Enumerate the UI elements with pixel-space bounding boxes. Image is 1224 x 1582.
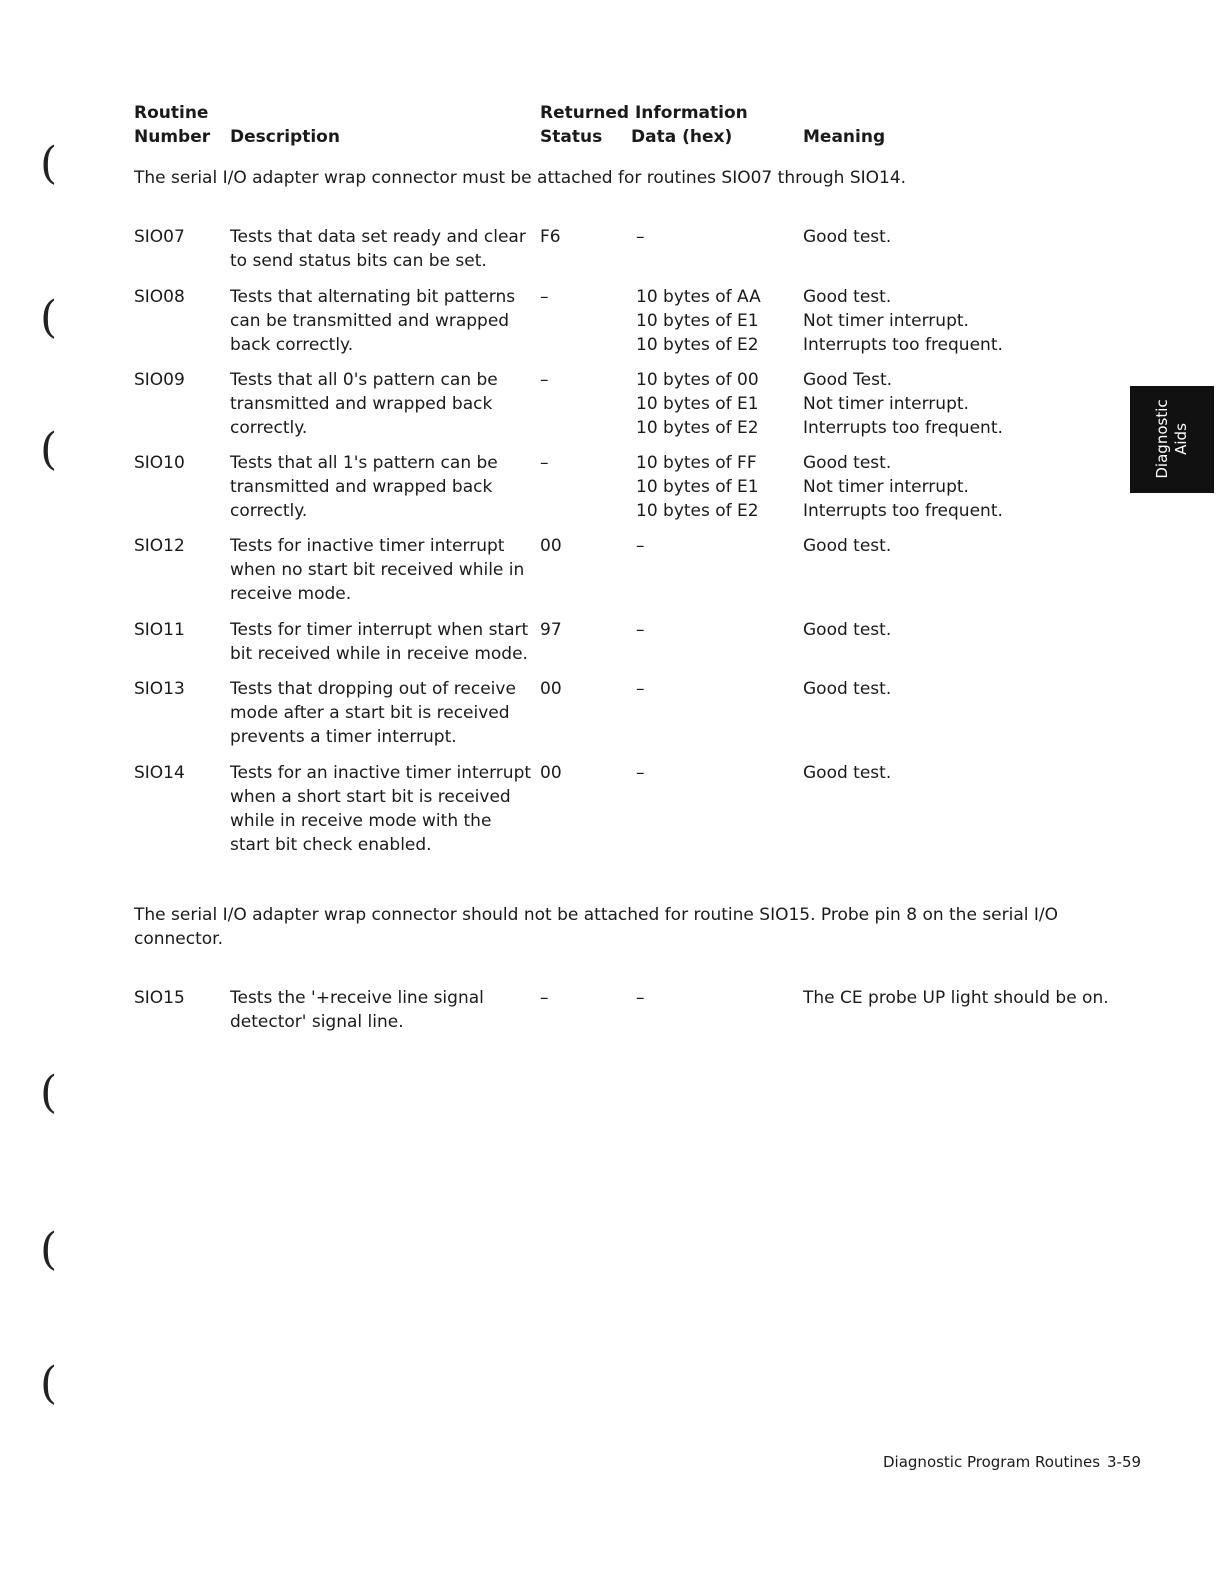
routine-number: SIO13 [134,679,185,699]
header-meaning: Meaning [803,127,886,147]
routine-data: 10 bytes of 00 10 bytes of E1 10 bytes of E2 [636,370,759,438]
routine-meaning: Good test. [803,536,892,556]
margin-mark: ( [40,292,58,343]
header-data-hex: Data (hex) [631,127,733,147]
routine-description: Tests that alternating bit patterns can be transmitted and wrapped back correctly. [230,287,516,355]
margin-mark: ( [40,1358,58,1409]
tab-label: Diagnostic Aids [1153,399,1190,479]
routine-meaning: Good test. [803,620,892,640]
routine-description: Tests that all 1's pattern can be transmitted and wrapped back correctly. [230,453,498,521]
routine-data: – [636,536,645,556]
routine-meaning: Good test. [803,679,892,699]
routine-status: – [540,988,549,1008]
routine-number: SIO10 [134,453,185,473]
routine-status: 97 [540,620,562,640]
routine-description: Tests the '+receive line signal detector' signal line. [230,988,484,1032]
margin-mark: ( [40,1224,58,1275]
routine-number: SIO15 [134,988,185,1008]
routine-data: 10 bytes of FF 10 bytes of E1 10 bytes of E2 [636,453,759,521]
routine-description: Tests that all 0's pattern can be transmitted and wrapped back correctly. [230,370,498,438]
routine-data: – [636,227,645,247]
routine-meaning: Good test. [803,763,892,783]
routine-data: – [636,679,645,699]
routine-description: Tests for an inactive timer interrupt when a short start bit is received while in receive mode with the start bit check enabled. [230,763,532,855]
routine-number: SIO08 [134,287,185,307]
footer-title: Diagnostic Program Routines [883,1453,1101,1471]
routine-meaning: Good test. [803,227,892,247]
routine-number: SIO07 [134,227,185,247]
routine-status: – [540,287,549,307]
margin-mark: ( [40,1067,58,1118]
routine-status: 00 [540,763,562,783]
routine-status: 00 [540,536,562,556]
probe-note: The serial I/O adapter wrap connector should not be attached for routine SIO15. Probe pin 8 on the serial I/O connector. [134,905,1059,949]
routine-data: 10 bytes of AA 10 bytes of E1 10 bytes of E2 [636,287,761,355]
routine-data: – [636,620,645,640]
diagnostic-aids-tab [1130,386,1214,493]
routine-status: – [540,453,549,473]
routine-number: SIO12 [134,536,185,556]
routine-meaning: Good Test. Not timer interrupt. Interrupts too frequent. [803,370,1003,438]
header-routine: Routine [134,103,209,123]
routine-description: Tests for inactive timer interrupt when no start bit received while in receive mode. [230,536,525,604]
wrap-connector-note: The serial I/O adapter wrap connector must be attached for routines SIO07 through SIO14. [134,168,907,188]
header-description: Description [230,127,340,147]
margin-mark: ( [40,424,58,475]
routine-data: – [636,763,645,783]
routine-meaning: Good test. Not timer interrupt. Interrupts too frequent. [803,287,1003,355]
margin-mark: ( [40,138,58,189]
routine-number: SIO14 [134,763,185,783]
header-status: Status [540,127,603,147]
routine-number: SIO09 [134,370,185,390]
page-number: 3-59 [1107,1453,1142,1471]
routine-meaning: Good test. Not timer interrupt. Interrupts too frequent. [803,453,1003,521]
routine-meaning: The CE probe UP light should be on. [803,988,1109,1008]
routine-status: 00 [540,679,562,699]
routine-status: F6 [540,227,561,247]
routine-status: – [540,370,549,390]
routine-description: Tests that data set ready and clear to send status bits can be set. [230,227,526,271]
header-number: Number [134,127,211,147]
routine-data: – [636,988,645,1008]
header-returned-information: Returned Information [540,103,748,123]
routine-description: Tests that dropping out of receive mode after a start bit is received prevents a timer interrupt. [230,679,516,747]
routine-number: SIO11 [134,620,185,640]
routine-description: Tests for timer interrupt when start bit received while in receive mode. [230,620,529,664]
